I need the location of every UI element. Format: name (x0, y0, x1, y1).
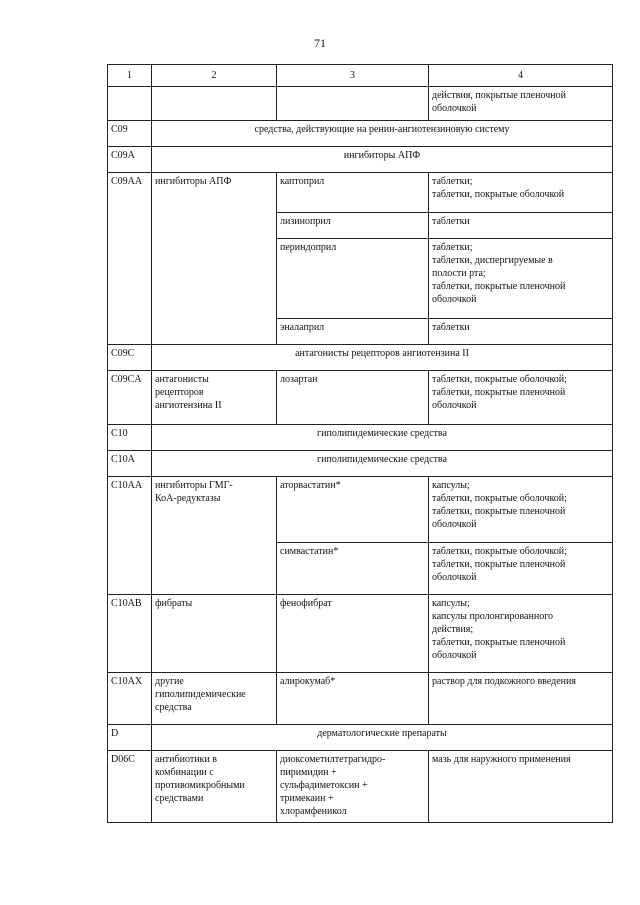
dosage-form-cell: капсулы; таблетки, покрытые оболочкой; таблетки, покрытые пленочной оболочкой (429, 477, 613, 543)
dosage-form-cell: таблетки, покрытые оболочкой; таблетки, покрытые пленочной оболочкой (429, 371, 613, 425)
dosage-form-cell: раствор для подкожного введения (429, 673, 613, 725)
atc-code-cell: C09C (108, 345, 152, 371)
group-title-cell: дерматологические препараты (152, 725, 613, 751)
dosage-form-cell: таблетки (429, 213, 613, 239)
table-row (108, 477, 613, 543)
drug-name-cell: симвастатин* (277, 543, 429, 595)
drug-name-cell: эналаприл (277, 319, 429, 345)
group-name-cell (152, 87, 277, 121)
group-name-cell: антибиотики в комбинации с противомикробными средствами (152, 751, 277, 823)
drug-table (107, 64, 613, 823)
header-col-2: 2 (152, 65, 277, 87)
drug-name-cell: диоксометилтетрагидро- пиримидин + сульфадиметоксин + тримекаин + хлорамфеникол (277, 751, 429, 823)
atc-code-cell: C10AX (108, 673, 152, 725)
group-name-cell: ингибиторы ГМГ- КоА-редуктазы (152, 477, 277, 595)
dosage-form-cell: действия, покрытые пленочной оболочкой (429, 87, 613, 121)
dosage-form-cell: таблетки, покрытые оболочкой; таблетки, покрытые пленочной оболочкой (429, 543, 613, 595)
group-row (108, 121, 613, 147)
atc-code-cell: C10AA (108, 477, 152, 595)
table-row (108, 173, 613, 213)
table-row (108, 673, 613, 725)
table-row (108, 595, 613, 673)
drug-name-cell: алирокумаб* (277, 673, 429, 725)
atc-code-cell: C10AB (108, 595, 152, 673)
dosage-form-cell: таблетки (429, 319, 613, 345)
group-row (108, 345, 613, 371)
dosage-form-cell: таблетки; таблетки, покрытые оболочкой (429, 173, 613, 213)
drug-name-cell: фенофибрат (277, 595, 429, 673)
group-name-cell: антагонисты рецепторов ангиотензина II (152, 371, 277, 425)
group-title-cell: ингибиторы АПФ (152, 147, 613, 173)
group-name-cell: фибраты (152, 595, 277, 673)
header-col-1: 1 (108, 65, 152, 87)
page-number: 71 (314, 36, 326, 50)
group-name-cell: другие гиполипидемические средства (152, 673, 277, 725)
header-col-3: 3 (277, 65, 429, 87)
atc-code-cell: C09A (108, 147, 152, 173)
table-row (108, 751, 613, 823)
group-title-cell: средства, действующие на ренин-ангиотензиновую систему (152, 121, 613, 147)
dosage-form-cell: мазь для наружного применения (429, 751, 613, 823)
group-row (108, 425, 613, 451)
header-col-4: 4 (429, 65, 613, 87)
atc-code-cell: C10 (108, 425, 152, 451)
group-row (108, 725, 613, 751)
drug-name-cell (277, 87, 429, 121)
atc-code-cell: C10A (108, 451, 152, 477)
drug-name-cell: периндоприл (277, 239, 429, 319)
dosage-form-cell: капсулы; капсулы пролонгированного действия; таблетки, покрытые пленочной оболочкой (429, 595, 613, 673)
atc-code-cell (108, 87, 152, 121)
group-title-cell: антагонисты рецепторов ангиотензина II (152, 345, 613, 371)
group-row (108, 147, 613, 173)
group-name-cell: ингибиторы АПФ (152, 173, 277, 345)
drug-name-cell: лозартан (277, 371, 429, 425)
group-title-cell: гиполипидемические средства (152, 425, 613, 451)
table-row (108, 87, 613, 121)
dosage-form-cell: таблетки; таблетки, диспергируемые в полости рта; таблетки, покрытые пленочной оболочкой (429, 239, 613, 319)
group-title-cell: гиполипидемические средства (152, 451, 613, 477)
group-row (108, 451, 613, 477)
atc-code-cell: D06C (108, 751, 152, 823)
atc-code-cell: C09CA (108, 371, 152, 425)
atc-code-cell: C09AA (108, 173, 152, 345)
drug-name-cell: каптоприл (277, 173, 429, 213)
table-header-row (108, 65, 613, 87)
table-row (108, 371, 613, 425)
drug-name-cell: аторвастатин* (277, 477, 429, 543)
drug-name-cell: лизиноприл (277, 213, 429, 239)
atc-code-cell: C09 (108, 121, 152, 147)
atc-code-cell: D (108, 725, 152, 751)
